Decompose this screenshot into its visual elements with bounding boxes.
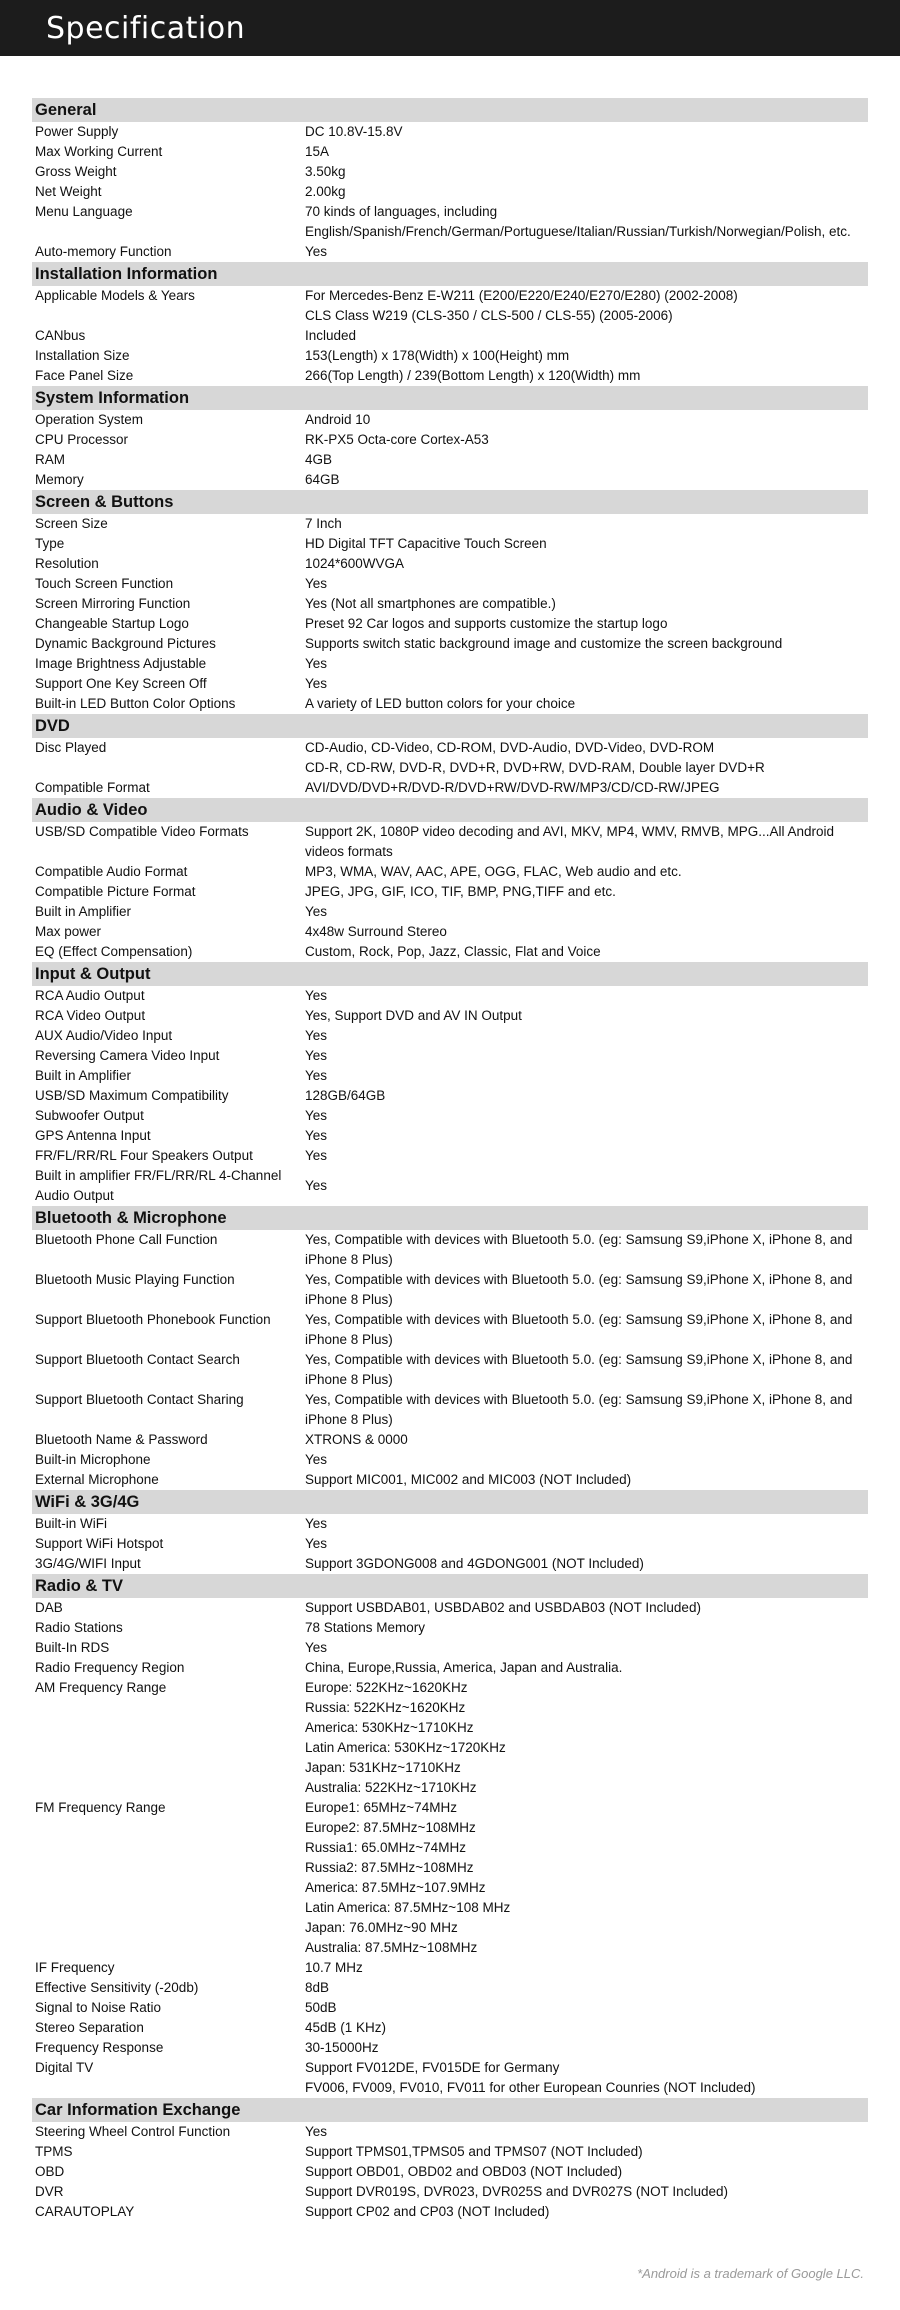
spec-label: DVR bbox=[35, 2184, 64, 2199]
spec-row bbox=[32, 410, 868, 430]
spec-label: Built in amplifier FR/FL/RR/RL 4-Channel Audio Output bbox=[35, 1168, 282, 1203]
spec-label: Digital TV bbox=[35, 2060, 94, 2075]
spec-value: For Mercedes-Benz E-W211 (E200/E220/E240/E270/E280) (2002-2008) CLS Class W219 (CLS-350 / CLS-500 / CLS-55) (2005-2006) bbox=[305, 288, 738, 323]
spec-row bbox=[32, 1066, 868, 1086]
trademark-footnote: *Android is a trademark of Google LLC. bbox=[637, 2266, 864, 2281]
spec-label: Memory bbox=[35, 472, 84, 487]
spec-row bbox=[32, 902, 868, 922]
spec-row bbox=[32, 142, 868, 162]
spec-label: AM Frequency Range bbox=[35, 1680, 167, 1695]
spec-row bbox=[32, 2018, 868, 2038]
spec-value: HD Digital TFT Capacitive Touch Screen bbox=[305, 536, 547, 551]
spec-label: Built-in WiFi bbox=[35, 1516, 108, 1531]
spec-row bbox=[32, 1798, 868, 1958]
spec-label: Bluetooth Music Playing Function bbox=[35, 1272, 235, 1287]
spec-value: AVI/DVD/DVD+R/DVD-R/DVD+RW/DVD-RW/MP3/CD/CD-RW/JPEG bbox=[305, 780, 720, 795]
spec-section bbox=[32, 386, 868, 490]
spec-value: JPEG, JPG, GIF, ICO, TIF, BMP, PNG,TIFF and etc. bbox=[305, 884, 616, 899]
spec-label: Stereo Separation bbox=[35, 2020, 144, 2035]
spec-row bbox=[32, 922, 868, 942]
spec-row bbox=[32, 822, 868, 862]
spec-value: Supports switch static background image and customize the screen background bbox=[305, 636, 783, 651]
spec-row bbox=[32, 1978, 868, 1998]
spec-row bbox=[32, 1270, 868, 1310]
spec-value: 45dB (1 KHz) bbox=[305, 2020, 387, 2035]
spec-value: Support MIC001, MIC002 and MIC003 (NOT Included) bbox=[305, 1472, 632, 1487]
spec-label: Compatible Picture Format bbox=[35, 884, 196, 899]
spec-label: IF Frequency bbox=[35, 1960, 115, 1975]
spec-label: Image Brightness Adjustable bbox=[35, 656, 207, 671]
spec-value: Yes bbox=[305, 1148, 328, 1163]
section-heading: WiFi & 3G/4G bbox=[32, 1490, 868, 1514]
spec-label: GPS Antenna Input bbox=[35, 1128, 151, 1143]
spec-label: CANbus bbox=[35, 328, 86, 343]
spec-value: Custom, Rock, Pop, Jazz, Classic, Flat and Voice bbox=[305, 944, 601, 959]
spec-value: Yes bbox=[305, 244, 328, 259]
spec-section bbox=[32, 1206, 868, 1490]
spec-section bbox=[32, 2098, 868, 2222]
spec-value: 64GB bbox=[305, 472, 340, 487]
spec-label: Touch Screen Function bbox=[35, 576, 174, 591]
spec-label: Screen Mirroring Function bbox=[35, 596, 191, 611]
spec-row bbox=[32, 2122, 868, 2142]
spec-row bbox=[32, 450, 868, 470]
spec-row bbox=[32, 286, 868, 326]
spec-label: FR/FL/RR/RL Four Speakers Output bbox=[35, 1148, 253, 1163]
spec-value: 1024*600WVGA bbox=[305, 556, 405, 571]
spec-row bbox=[32, 534, 868, 554]
spec-row bbox=[32, 1470, 868, 1490]
spec-row bbox=[32, 430, 868, 450]
spec-label: Changeable Startup Logo bbox=[35, 616, 189, 631]
spec-label: Installation Size bbox=[35, 348, 130, 363]
spec-value: Europe: 522KHz~1620KHz Russia: 522KHz~1620KHz America: 530KHz~1710KHz Latin America: 530KHz~1720KHz Japan: 531KHz~1710KHz Australia: 522KHz~1710KHz bbox=[305, 1680, 506, 1795]
spec-value: Support CP02 and CP03 (NOT Included) bbox=[305, 2204, 550, 2219]
spec-value: Yes bbox=[305, 1128, 328, 1143]
spec-row bbox=[32, 1350, 868, 1390]
spec-label: RCA Video Output bbox=[35, 1008, 146, 1023]
spec-row bbox=[32, 1958, 868, 1978]
section-heading: Audio & Video bbox=[32, 798, 868, 822]
spec-label: Effective Sensitivity (-20db) bbox=[35, 1980, 199, 1995]
section-heading: System Information bbox=[32, 386, 868, 410]
section-heading: Bluetooth & Microphone bbox=[32, 1206, 868, 1230]
spec-section bbox=[32, 1574, 868, 2098]
spec-label: RAM bbox=[35, 452, 65, 467]
spec-value: 4x48w Surround Stereo bbox=[305, 924, 447, 939]
spec-label: Bluetooth Phone Call Function bbox=[35, 1232, 218, 1247]
spec-section bbox=[32, 798, 868, 962]
spec-label: Type bbox=[35, 536, 65, 551]
page-title: Specification bbox=[46, 10, 246, 46]
spec-label: Built-In RDS bbox=[35, 1640, 110, 1655]
spec-row bbox=[32, 986, 868, 1006]
spec-row bbox=[32, 594, 868, 614]
spec-row bbox=[32, 1598, 868, 1618]
spec-value: Support FV012DE, FV015DE for Germany FV006, FV009, FV010, FV011 for other European Counries (NOT Included) bbox=[305, 2060, 756, 2095]
spec-row bbox=[32, 1166, 868, 1206]
spec-value: Yes bbox=[305, 1028, 328, 1043]
spec-row bbox=[32, 1618, 868, 1638]
spec-value: Support DVR019S, DVR023, DVR025S and DVR027S (NOT Included) bbox=[305, 2184, 728, 2199]
spec-value: RK-PX5 Octa-core Cortex-A53 bbox=[305, 432, 489, 447]
spec-section bbox=[32, 714, 868, 798]
spec-label: RCA Audio Output bbox=[35, 988, 145, 1003]
spec-row bbox=[32, 694, 868, 714]
spec-value: 266(Top Length) / 239(Bottom Length) x 120(Width) mm bbox=[305, 368, 641, 383]
section-heading: Input & Output bbox=[32, 962, 868, 986]
spec-value: Yes bbox=[305, 904, 328, 919]
spec-row bbox=[32, 862, 868, 882]
spec-value: Android 10 bbox=[305, 412, 371, 427]
spec-row bbox=[32, 1554, 868, 1574]
title-banner bbox=[0, 0, 900, 56]
spec-label: FM Frequency Range bbox=[35, 1800, 166, 1815]
spec-label: Support Bluetooth Contact Search bbox=[35, 1352, 240, 1367]
spec-label: Steering Wheel Control Function bbox=[35, 2124, 231, 2139]
spec-value: Support TPMS01,TPMS05 and TPMS07 (NOT Included) bbox=[305, 2144, 643, 2159]
spec-label: Bluetooth Name & Password bbox=[35, 1432, 208, 1447]
spec-value: Yes bbox=[305, 1178, 328, 1193]
spec-section bbox=[32, 962, 868, 1206]
spec-value: 78 Stations Memory bbox=[305, 1620, 426, 1635]
spec-label: Menu Language bbox=[35, 204, 133, 219]
spec-row bbox=[32, 738, 868, 778]
spec-row bbox=[32, 2058, 868, 2098]
spec-value: 3.50kg bbox=[305, 164, 346, 179]
spec-value: DC 10.8V-15.8V bbox=[305, 124, 403, 139]
spec-label: TPMS bbox=[35, 2144, 73, 2159]
spec-label: USB/SD Maximum Compatibility bbox=[35, 1088, 229, 1103]
spec-row bbox=[32, 1430, 868, 1450]
spec-label: Net Weight bbox=[35, 184, 102, 199]
spec-value: Yes, Compatible with devices with Bluetooth 5.0. (eg: Samsung S9,iPhone X, iPhone 8, and iPhone 8 Plus) bbox=[305, 1272, 853, 1307]
spec-section bbox=[32, 1490, 868, 1574]
spec-label: AUX Audio/Video Input bbox=[35, 1028, 173, 1043]
spec-row bbox=[32, 366, 868, 386]
spec-row bbox=[32, 1514, 868, 1534]
spec-value: Yes bbox=[305, 2124, 328, 2139]
spec-label: Radio Frequency Region bbox=[35, 1660, 185, 1675]
spec-label: Built in Amplifier bbox=[35, 1068, 132, 1083]
spec-value: MP3, WMA, WAV, AAC, APE, OGG, FLAC, Web audio and etc. bbox=[305, 864, 682, 879]
spec-label: Built in Amplifier bbox=[35, 904, 132, 919]
spec-row bbox=[32, 1006, 868, 1026]
spec-label: Support Bluetooth Contact Sharing bbox=[35, 1392, 244, 1407]
spec-label: Gross Weight bbox=[35, 164, 117, 179]
spec-label: Built-in Microphone bbox=[35, 1452, 151, 1467]
spec-value: 50dB bbox=[305, 2000, 337, 2015]
specification-table bbox=[32, 98, 868, 2222]
spec-value: A variety of LED button colors for your choice bbox=[305, 696, 576, 711]
spec-row bbox=[32, 2162, 868, 2182]
spec-label: Support WiFi Hotspot bbox=[35, 1536, 164, 1551]
spec-value: Yes bbox=[305, 1640, 328, 1655]
spec-value: 7 Inch bbox=[305, 516, 342, 531]
spec-value: 8dB bbox=[305, 1980, 330, 1995]
spec-label: Subwoofer Output bbox=[35, 1108, 144, 1123]
section-heading: General bbox=[32, 98, 868, 122]
spec-label: Max Working Current bbox=[35, 144, 163, 159]
spec-label: Reversing Camera Video Input bbox=[35, 1048, 220, 1063]
spec-label: Power Supply bbox=[35, 124, 119, 139]
spec-row bbox=[32, 470, 868, 490]
spec-row bbox=[32, 1046, 868, 1066]
spec-row bbox=[32, 654, 868, 674]
spec-row bbox=[32, 1678, 868, 1798]
spec-row bbox=[32, 242, 868, 262]
spec-row bbox=[32, 514, 868, 534]
spec-row bbox=[32, 554, 868, 574]
spec-row bbox=[32, 326, 868, 346]
spec-value: Yes bbox=[305, 1452, 328, 1467]
spec-row bbox=[32, 882, 868, 902]
spec-value: Yes bbox=[305, 1108, 328, 1123]
spec-value: 15A bbox=[305, 144, 330, 159]
spec-row bbox=[32, 202, 868, 242]
spec-row bbox=[32, 1998, 868, 2018]
spec-label: 3G/4G/WIFI Input bbox=[35, 1556, 141, 1571]
spec-row bbox=[32, 2142, 868, 2162]
section-heading: Screen & Buttons bbox=[32, 490, 868, 514]
spec-value: Yes, Compatible with devices with Bluetooth 5.0. (eg: Samsung S9,iPhone X, iPhone 8, and iPhone 8 Plus) bbox=[305, 1312, 853, 1347]
spec-value: 70 kinds of languages, including English/Spanish/French/German/Portuguese/Italian/Russian/Turkish/Norwegian/Polish, etc. bbox=[305, 204, 851, 239]
spec-value: CD-Audio, CD-Video, CD-ROM, DVD-Audio, DVD-Video, DVD-ROM CD-R, CD-RW, DVD-R, DVD+R, DVD+RW, DVD-RAM, Double layer DVD+R bbox=[305, 740, 765, 775]
spec-value: Yes bbox=[305, 988, 328, 1003]
section-heading: DVD bbox=[32, 714, 868, 738]
spec-value: Yes bbox=[305, 576, 328, 591]
spec-row bbox=[32, 942, 868, 962]
spec-value: Yes bbox=[305, 1048, 328, 1063]
spec-label: CARAUTOPLAY bbox=[35, 2204, 135, 2219]
section-heading: Radio & TV bbox=[32, 1574, 868, 1598]
spec-row bbox=[32, 1390, 868, 1430]
spec-row bbox=[32, 634, 868, 654]
spec-value: XTRONS & 0000 bbox=[305, 1432, 408, 1447]
spec-row bbox=[32, 182, 868, 202]
spec-row bbox=[32, 778, 868, 798]
spec-value: Support USBDAB01, USBDAB02 and USBDAB03 (NOT Included) bbox=[305, 1600, 701, 1615]
spec-label: Disc Played bbox=[35, 740, 107, 755]
spec-label: CPU Processor bbox=[35, 432, 129, 447]
spec-row bbox=[32, 1310, 868, 1350]
spec-value: 2.00kg bbox=[305, 184, 346, 199]
spec-row bbox=[32, 1026, 868, 1046]
spec-row bbox=[32, 1638, 868, 1658]
spec-section bbox=[32, 98, 868, 262]
section-heading: Installation Information bbox=[32, 262, 868, 286]
spec-value: Yes, Compatible with devices with Bluetooth 5.0. (eg: Samsung S9,iPhone X, iPhone 8, and iPhone 8 Plus) bbox=[305, 1232, 853, 1267]
spec-label: Resolution bbox=[35, 556, 99, 571]
spec-value: Yes bbox=[305, 1516, 328, 1531]
spec-value: Europe1: 65MHz~74MHz Europe2: 87.5MHz~108MHz Russia1: 65.0MHz~74MHz Russia2: 87.5MHz~108MHz America: 87.5MHz~107.9MHz Latin America: 87.5MHz~108 MHz Japan: 76.0MHz~90 MHz Australia: 87.5MHz~108MHz bbox=[305, 1800, 511, 1955]
spec-row bbox=[32, 1450, 868, 1470]
spec-label: Applicable Models & Years bbox=[35, 288, 195, 303]
section-heading: Car Information Exchange bbox=[32, 2098, 868, 2122]
spec-value: 4GB bbox=[305, 452, 333, 467]
spec-row bbox=[32, 1106, 868, 1126]
spec-value: Yes, Support DVD and AV IN Output bbox=[305, 1008, 522, 1023]
spec-label: Operation System bbox=[35, 412, 144, 427]
spec-value: 153(Length) x 178(Width) x 100(Height) mm bbox=[305, 348, 570, 363]
spec-row bbox=[32, 122, 868, 142]
spec-row bbox=[32, 162, 868, 182]
spec-row bbox=[32, 1534, 868, 1554]
spec-label: Built-in LED Button Color Options bbox=[35, 696, 236, 711]
spec-value: Support OBD01, OBD02 and OBD03 (NOT Included) bbox=[305, 2164, 623, 2179]
spec-value: 128GB/64GB bbox=[305, 1088, 386, 1103]
spec-section bbox=[32, 262, 868, 386]
spec-value: Yes bbox=[305, 1536, 328, 1551]
spec-label: Frequency Response bbox=[35, 2040, 164, 2055]
spec-label: Support Bluetooth Phonebook Function bbox=[35, 1312, 271, 1327]
spec-label: Screen Size bbox=[35, 516, 108, 531]
spec-label: Max power bbox=[35, 924, 102, 939]
spec-value: Support 3GDONG008 and 4GDONG001 (NOT Included) bbox=[305, 1556, 644, 1571]
spec-value: Preset 92 Car logos and supports customize the startup logo bbox=[305, 616, 668, 631]
spec-label: OBD bbox=[35, 2164, 65, 2179]
spec-section bbox=[32, 490, 868, 714]
spec-row bbox=[32, 1146, 868, 1166]
spec-label: EQ (Effect Compensation) bbox=[35, 944, 193, 959]
spec-row bbox=[32, 2202, 868, 2222]
spec-row bbox=[32, 1230, 868, 1270]
spec-label: Face Panel Size bbox=[35, 368, 134, 383]
spec-value: Yes bbox=[305, 1068, 328, 1083]
spec-value: Yes (Not all smartphones are compatible.) bbox=[305, 596, 556, 611]
spec-label: Radio Stations bbox=[35, 1620, 123, 1635]
spec-label: USB/SD Compatible Video Formats bbox=[35, 824, 249, 839]
spec-row bbox=[32, 614, 868, 634]
spec-label: Compatible Format bbox=[35, 780, 150, 795]
spec-row bbox=[32, 2038, 868, 2058]
spec-value: Yes, Compatible with devices with Bluetooth 5.0. (eg: Samsung S9,iPhone X, iPhone 8, and iPhone 8 Plus) bbox=[305, 1352, 853, 1387]
spec-row bbox=[32, 1658, 868, 1678]
spec-value: China, Europe,Russia, America, Japan and Australia. bbox=[305, 1660, 623, 1675]
spec-label: Auto-memory Function bbox=[35, 244, 172, 259]
spec-value: 10.7 MHz bbox=[305, 1960, 363, 1975]
spec-label: Signal to Noise Ratio bbox=[35, 2000, 162, 2015]
spec-label: External Microphone bbox=[35, 1472, 159, 1487]
spec-value: Yes bbox=[305, 656, 328, 671]
spec-value: 30-15000Hz bbox=[305, 2040, 379, 2055]
spec-label: Compatible Audio Format bbox=[35, 864, 188, 879]
spec-value: Yes bbox=[305, 676, 328, 691]
spec-row bbox=[32, 2182, 868, 2202]
spec-row bbox=[32, 574, 868, 594]
spec-row bbox=[32, 674, 868, 694]
spec-label: Support One Key Screen Off bbox=[35, 676, 207, 691]
spec-value: Included bbox=[305, 328, 357, 343]
spec-row bbox=[32, 346, 868, 366]
spec-row bbox=[32, 1086, 868, 1106]
spec-label: Dynamic Background Pictures bbox=[35, 636, 216, 651]
spec-row bbox=[32, 1126, 868, 1146]
spec-value: Yes, Compatible with devices with Bluetooth 5.0. (eg: Samsung S9,iPhone X, iPhone 8, and iPhone 8 Plus) bbox=[305, 1392, 853, 1427]
spec-value: Support 2K, 1080P video decoding and AVI, MKV, MP4, WMV, RMVB, MPG...All Android videos formats bbox=[305, 824, 835, 859]
spec-label: DAB bbox=[35, 1600, 63, 1615]
